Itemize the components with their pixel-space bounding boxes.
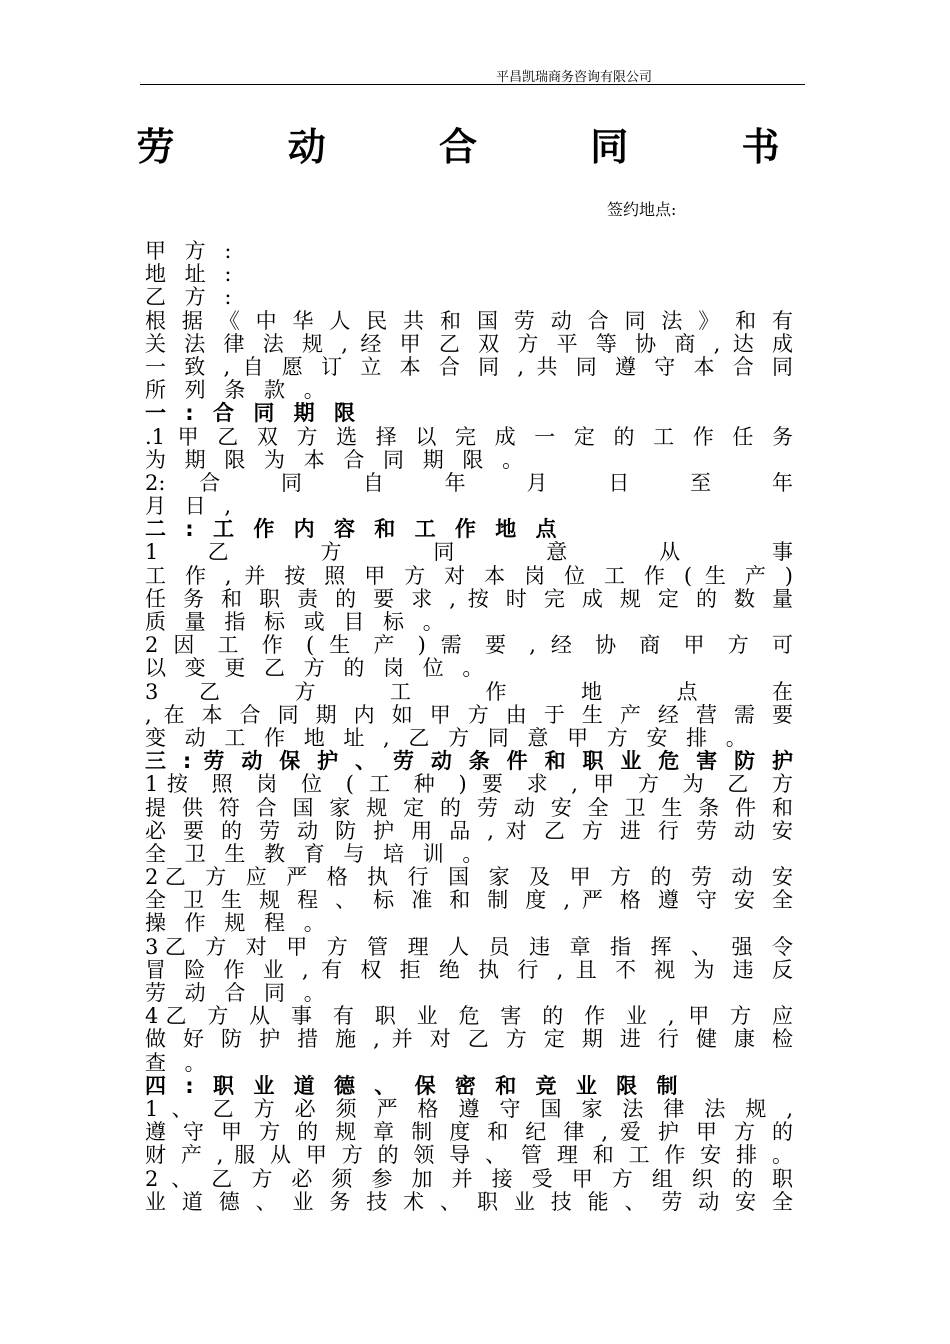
body-line: 查 。 <box>145 1050 212 1075</box>
document-title: 劳 动 合 同 书 <box>136 125 830 169</box>
body-line: 4乙 方 从 事 有 职 业 危 害 的 作 业 , 甲 方 应 <box>145 1004 793 1029</box>
body-line: 3 乙 方 工 作 地 点 在 <box>145 679 793 704</box>
body-line: 地 址 : <box>145 262 238 287</box>
body-line: 全 卫 生 规 程 、 标 准 和 制 度 , 严 格 遵 守 安 全 <box>145 888 793 913</box>
body-line: .1 甲 乙 双 方 选 择 以 完 成 一 定 的 工 作 任 务 <box>145 424 793 449</box>
body-line: 以 变 更 乙 方 的 岗 位 。 <box>145 656 490 681</box>
body-line: 2乙 方 应 严 格 执 行 国 家 及 甲 方 的 劳 动 安 <box>145 865 793 890</box>
body-line: 乙 方 : <box>145 285 238 310</box>
body-line: 2: 合 同 自 年 月 日 至 年 <box>145 470 793 495</box>
body-line: 1按 照 岗 位 ( 工 种 ) 要 求 , 甲 方 为 乙 方 <box>145 772 793 797</box>
body-line: 工 作 , 并 按 照 甲 方 对 本 岗 位 工 作 ( 生 产 ) <box>145 563 793 588</box>
section-heading: 一 : 合 同 期 限 <box>145 401 361 426</box>
body-line: 遵 守 甲 方 的 规 章 制 度 和 纪 律 , 爱 护 甲 方 的 <box>145 1120 793 1145</box>
body-line: 变 动 工 作 地 址 , 乙 方 同 意 甲 方 安 排 。 <box>145 725 753 750</box>
body-line: 做 好 防 护 措 施 , 并 对 乙 方 定 期 进 行 健 康 检 <box>145 1027 793 1052</box>
body-line: 3乙 方 对 甲 方 管 理 人 员 违 章 指 挥 、 强 令 <box>145 934 793 959</box>
contract-body <box>145 240 793 1214</box>
body-line: 质 量 指 标 或 目 标 。 <box>145 610 450 634</box>
body-line: 所 列 条 款 。 <box>145 378 331 403</box>
body-line: 提 供 符 合 国 家 规 定 的 劳 动 安 全 卫 生 条 件 和 <box>145 795 793 820</box>
body-line: 冒 险 作 业 , 有 权 拒 绝 执 行 , 且 不 视 为 违 反 <box>145 957 793 982</box>
body-line: 必 要 的 劳 动 防 护 用 品 , 对 乙 方 进 行 劳 动 安 <box>145 818 793 843</box>
body-line: 月 日 , <box>145 494 238 519</box>
header-divider <box>140 84 805 85</box>
body-line: 全 卫 生 教 育 与 培 训 。 <box>145 841 490 866</box>
body-line: 财 产 , 服 从 甲 方 的 领 导 、 管 理 和 工 作 安 排 。 <box>145 1143 793 1168</box>
sign-place-label: 签约地点: <box>607 200 677 219</box>
body-line: 1 、 乙 方 必 须 严 格 遵 守 国 家 法 律 法 规 , <box>145 1096 793 1121</box>
body-line: , 在 本 合 同 期 内 如 甲 方 由 于 生 产 经 营 需 要 <box>145 702 793 727</box>
body-line: 操 作 规 程 。 <box>145 911 331 936</box>
body-line: 1 乙 方 同 意 从 事 <box>145 540 793 565</box>
body-line: 任 务 和 职 责 的 要 求 , 按 时 完 成 规 定 的 数 量 <box>145 586 793 611</box>
body-line: 一 致 , 自 愿 订 立 本 合 同 , 共 同 遵 守 本 合 同 <box>145 354 793 379</box>
body-line: 甲 方 : <box>145 239 238 263</box>
header-company-name: 平昌凯瑞商务咨询有限公司 <box>496 70 653 85</box>
body-line: 根 据 《 中 华 人 民 共 和 国 劳 动 合 同 法 》 和 有 <box>145 308 793 333</box>
section-heading: 四 : 职 业 道 德 、 保 密 和 竞 业 限 制 <box>145 1073 684 1098</box>
body-line: 业 道 德 、 业 务 技 术 、 职 业 技 能 、 劳 动 安 全 <box>145 1189 793 1214</box>
body-line: 关 法 律 法 规 , 经 甲 乙 双 方 平 等 协 商 , 达 成 <box>145 331 793 356</box>
section-heading: 二 : 工 作 内 容 和 工 作 地 点 <box>145 517 563 542</box>
body-line: 2 因 工 作 ( 生 产 ) 需 要 , 经 协 商 甲 方 可 <box>145 633 793 658</box>
body-line: 为 期 限 为 本 合 同 期 限 。 <box>145 447 530 472</box>
body-line: 劳 动 合 同 。 <box>145 981 331 1005</box>
section-heading: 三 : 劳 动 保 护 、 劳 动 条 件 和 职 业 危 害 防 护 <box>145 749 793 774</box>
body-line: 2 、 乙 方 必 须 参 加 并 接 受 甲 方 组 织 的 职 <box>145 1166 793 1191</box>
